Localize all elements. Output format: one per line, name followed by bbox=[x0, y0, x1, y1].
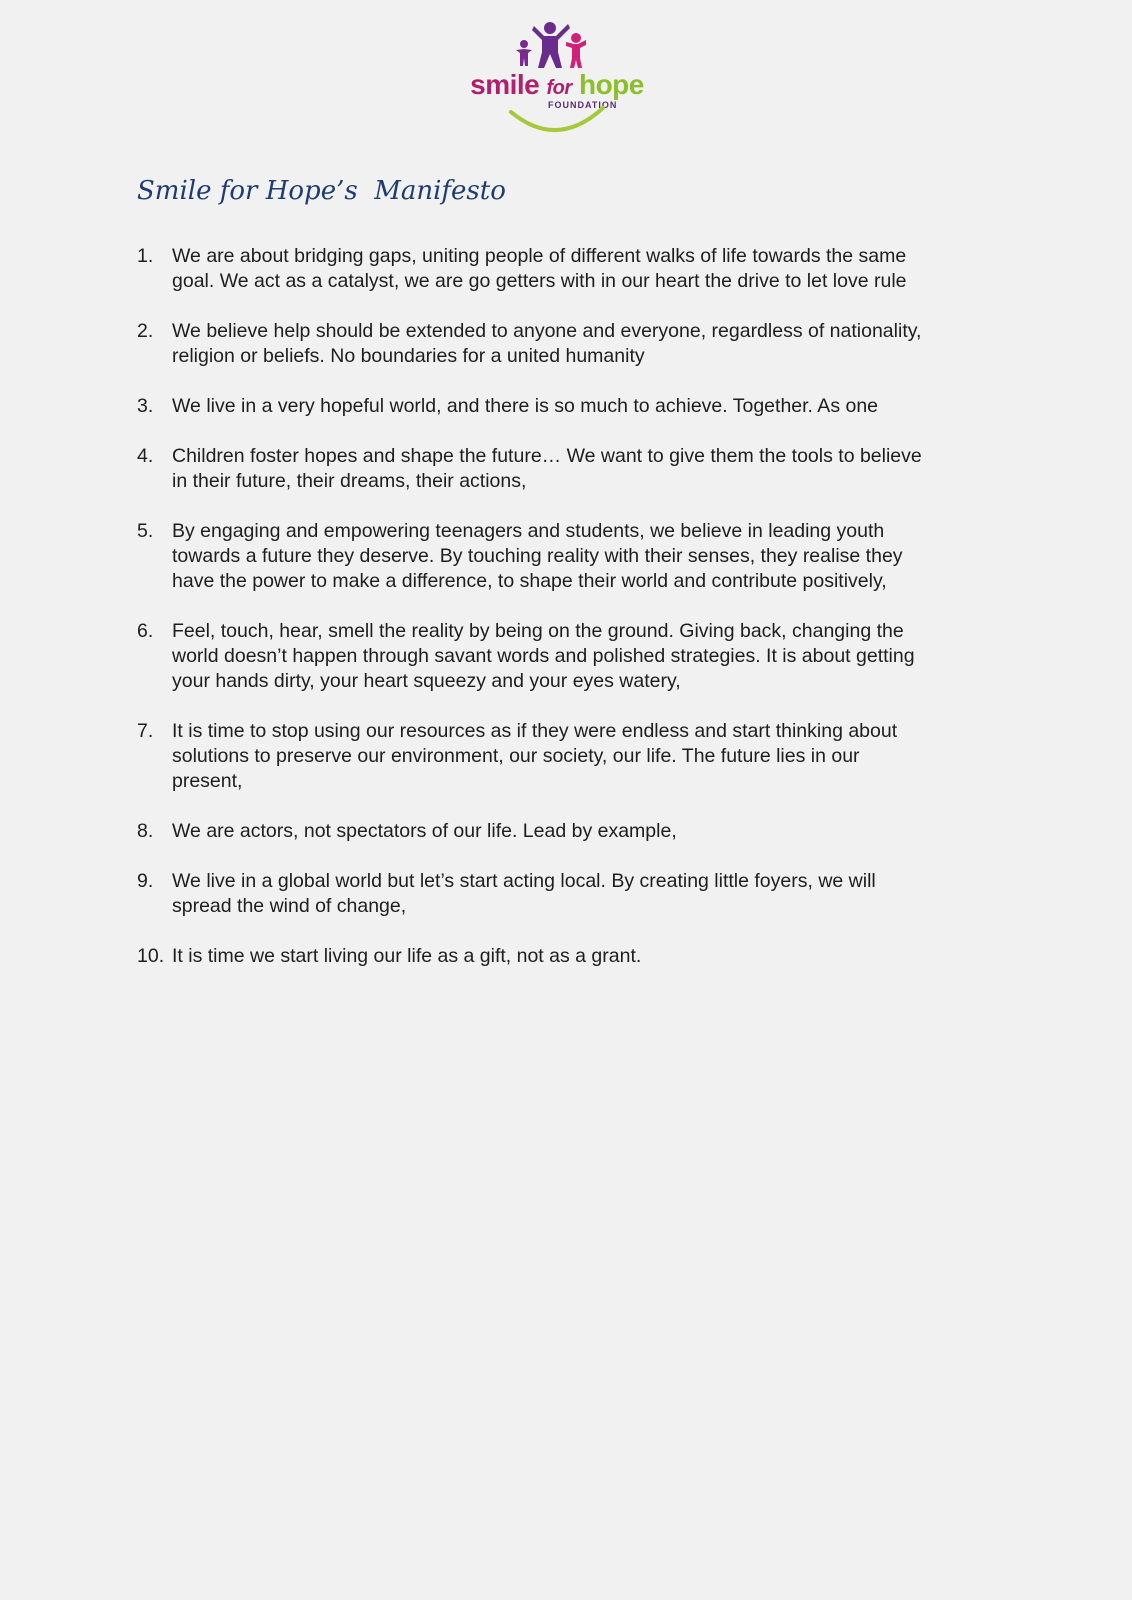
foundation-logo bbox=[452, 22, 662, 142]
item-text-line: world doesn’t happen through savant words and polished strategies. It is about getting bbox=[172, 645, 915, 667]
logo-subtitle: FOUNDATION bbox=[548, 100, 618, 110]
item-text-line: Feel, touch, hear, smell the reality by being on the ground. Giving back, changing the bbox=[172, 620, 904, 642]
item-number: 1. bbox=[137, 245, 154, 267]
list-item bbox=[137, 719, 997, 794]
list-item bbox=[137, 519, 997, 594]
item-text-line: goal. We act as a catalyst, we are go getters with in our heart the drive to let love rule bbox=[172, 270, 907, 292]
list-item bbox=[137, 444, 997, 494]
list-item bbox=[137, 244, 997, 294]
manifesto-list bbox=[137, 244, 997, 994]
item-text-line: religion or beliefs. No boundaries for a united humanity bbox=[172, 345, 645, 367]
item-number: 2. bbox=[137, 320, 154, 342]
item-text-line: have the power to make a difference, to shape their world and contribute positively, bbox=[172, 570, 887, 592]
page-title: Smile for Hope’s Manifesto bbox=[137, 176, 506, 206]
list-item bbox=[137, 869, 997, 919]
item-text-line: We believe help should be extended to anyone and everyone, regardless of nationality, bbox=[172, 320, 922, 342]
item-text-line: We live in a global world but let’s start acting local. By creating little foyers, we will bbox=[172, 870, 876, 892]
item-text-line: We live in a very hopeful world, and there is so much to achieve. Together. As one bbox=[172, 395, 879, 417]
item-text-line: your hands dirty, your heart squeezy and your eyes watery, bbox=[172, 670, 681, 692]
list-item bbox=[137, 819, 997, 844]
item-text-line: It is time we start living our life as a gift, not as a grant. bbox=[172, 945, 642, 967]
logo-word-for: for bbox=[546, 77, 572, 99]
item-text-line: We are about bridging gaps, uniting people of different walks of life towards the same bbox=[172, 245, 907, 267]
smile-arc-icon bbox=[507, 106, 607, 140]
item-number: 4. bbox=[137, 445, 154, 467]
list-item bbox=[137, 319, 997, 369]
item-number: 3. bbox=[137, 395, 154, 417]
item-text-line: We are actors, not spectators of our life. Lead by example, bbox=[172, 820, 677, 842]
logo-wordmark bbox=[452, 70, 662, 103]
list-item bbox=[137, 619, 997, 694]
item-text-line: present, bbox=[172, 770, 243, 792]
list-item bbox=[137, 944, 997, 969]
item-number: 9. bbox=[137, 870, 154, 892]
item-text-line: By engaging and empowering teenagers and students, we believe in leading youth bbox=[172, 520, 885, 542]
item-number: 10. bbox=[137, 945, 165, 967]
item-text-line: in their future, their dreams, their actions, bbox=[172, 470, 527, 492]
item-number: 5. bbox=[137, 520, 154, 542]
item-number: 7. bbox=[137, 720, 154, 742]
item-text-line: towards a future they deserve. By touching reality with their senses, they realise they bbox=[172, 545, 903, 567]
item-text-line: It is time to stop using our resources as if they were endless and start thinking about bbox=[172, 720, 898, 742]
logo-word-hope: hope bbox=[578, 69, 644, 100]
item-number: 6. bbox=[137, 620, 154, 642]
list-item bbox=[137, 394, 997, 419]
item-text-line: spread the wind of change, bbox=[172, 895, 407, 917]
item-text-line: Children foster hopes and shape the future… We want to give them the tools to believe bbox=[172, 445, 922, 467]
logo-word-smile: smile bbox=[470, 69, 540, 100]
people-figures-icon bbox=[512, 22, 592, 72]
item-text-line: solutions to preserve our environment, our society, our life. The future lies in our bbox=[172, 745, 860, 767]
item-number: 8. bbox=[137, 820, 154, 842]
